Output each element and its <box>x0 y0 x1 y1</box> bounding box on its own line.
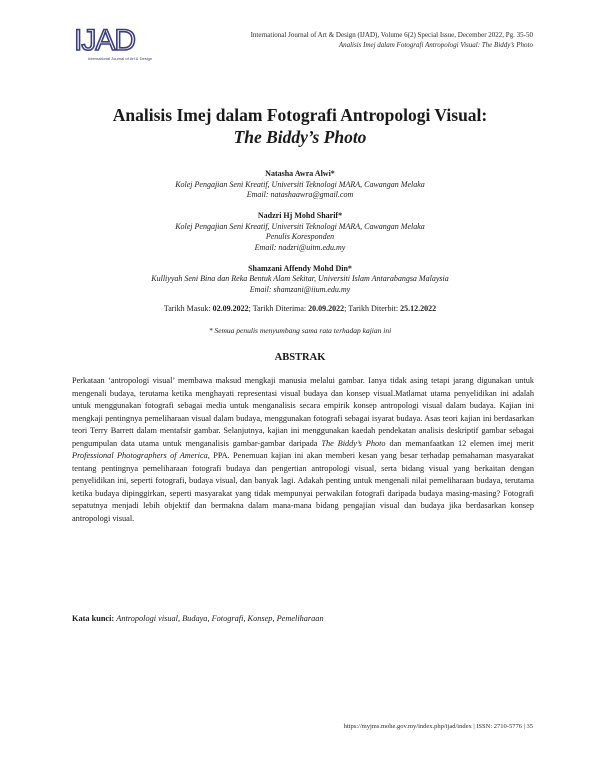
author-block <box>0 264 600 296</box>
author-block <box>0 169 600 201</box>
published-date: 25.12.2022 <box>400 304 437 313</box>
paper-title-sub: The Biddy’s Photo <box>233 127 367 147</box>
author-name: Natasha Awra Alwi* <box>265 169 335 178</box>
keywords <box>72 613 534 625</box>
author-name: Shamzani Affendy Mohd Din* <box>248 263 352 273</box>
abstract-text-2: dan memanfaatkan 12 elemen imej merit <box>385 438 535 448</box>
abstract-body <box>72 375 534 525</box>
published-label: ; Tarikh Diterbit: <box>344 304 399 313</box>
abstract-text-3: PPA. Penemuan kajian ini akan memberi kesan yang besar terhadap pemahaman masyarakat tentang pentingnya pemeliharaan fotografi budaya dan pengertian antropologi visual, serta bidang visual yang berkaitan dengan penyelidikan ini, seperti fotografi, budaya visual, dan banyak lagi. Adakah penting untuk mengenali nilai pemeliharaan budaya, terutama ketika budaya dipinggirkan, seperti masyarakat yang tidak mempunyai perwakilan fotografi daripada budaya masing-masing? Fotografi sepatutnya menjadi lebih objektif dan bermakna dalam mana-mana bidang pengajian visual dan budaya jika berdasarkan konsep antropologi visual. <box>72 451 534 523</box>
author-block <box>0 211 600 253</box>
contribution-note: * Semua penulis menyumbang sama rata terhadap kajian ini <box>208 326 392 335</box>
received-date: 02.09.2022 <box>212 304 249 313</box>
author-affiliation: Kulliyyah Seni Bina dan Reka Bentuk Alam Sekitar, Universiti Islam Antarabangsa Malaysia <box>151 274 449 283</box>
author-affiliation: Kolej Pengajian Seni Kreatif, Universiti Teknologi MARA, Cawangan Melaka <box>175 179 425 189</box>
journal-logo <box>74 24 153 68</box>
logo-letters: IJAD <box>74 24 136 57</box>
header-running-title: Analisis Imej dalam Fotografi Antropologi Visual: The Biddy’s Photo <box>338 41 533 49</box>
abstract-italic-1: The Biddy’s Photo <box>321 438 386 448</box>
logo-subtitle: International Journal of Art & Design <box>88 56 153 61</box>
abstract-italic-2: Professional Photographers of America, <box>72 451 210 460</box>
page-footer[interactable]: https://myjms.mohe.gov.my/index.php/ijad/index | ISSN: 2710-5776 | 35 <box>343 723 533 730</box>
author-email[interactable]: Email: natashaawra@gmail.com <box>246 190 354 199</box>
accepted-label: ; Tarikh Diterima: <box>248 304 307 313</box>
author-role: Penulis Koresponden <box>265 232 335 241</box>
author-email[interactable]: Email: shamzani@iium.edu.my <box>249 284 351 294</box>
abstract-paragraph <box>72 375 534 525</box>
header-citation: International Journal of Art & Design (IJAD), Volume 6(2) Special Issue, December 2022, Pg. 35-50 <box>250 31 533 39</box>
received-label: Tarikh Masuk: <box>163 304 211 313</box>
abstract-text-1: Perkataan ‘antropologi visual’ membawa maksud mengkaji manusia melalui gambar. Ianya tidak asing tetapi jarang digunakan untuk mengenali budaya, terutama ketika menghayati representasi visual budaya dan konsep visual.Matlamat utama penyelidikan ini adalah untuk menggunakan fotografi sebagai media untuk menganalisis secara empirik konsep antropologi visual dalam budaya. Kajian ini mengkaji pentingnya pemeliharaan visual dalam budaya, menggunakan fotografi sebagai isyarat budaya. Asas teori kajian ini berdasarkan teori Terry Barrett dalam mentafsir gambar. Selanjutnya, kajian ini menggunakan kaedah pendekatan analisis deskriptif gambar sebagai pengumpulan data utama untuk menganalisis gambar-gambar daripada <box>72 376 534 448</box>
author-name: Nadzri Hj Mohd Sharif* <box>257 211 343 220</box>
paper-title <box>0 104 600 148</box>
abstract-heading: ABSTRAK <box>274 352 326 363</box>
author-email[interactable]: Email: nadzri@uitm.edu.my <box>254 242 346 252</box>
keywords-values: Antropologi visual, Budaya, Fotografi, Konsep, Pemeliharaan <box>116 614 324 623</box>
author-affiliation: Kolej Pengajian Seni Kreatif, Universiti Teknologi MARA, Cawangan Melaka <box>175 221 425 231</box>
journal-header <box>203 30 533 50</box>
paper-title-main: Analisis Imej dalam Fotografi Antropologi Visual: <box>112 105 488 125</box>
submission-dates <box>0 303 600 314</box>
accepted-date: 20.09.2022 <box>308 304 345 313</box>
author-list <box>0 169 600 306</box>
keywords-label: Kata kunci: <box>72 614 115 623</box>
